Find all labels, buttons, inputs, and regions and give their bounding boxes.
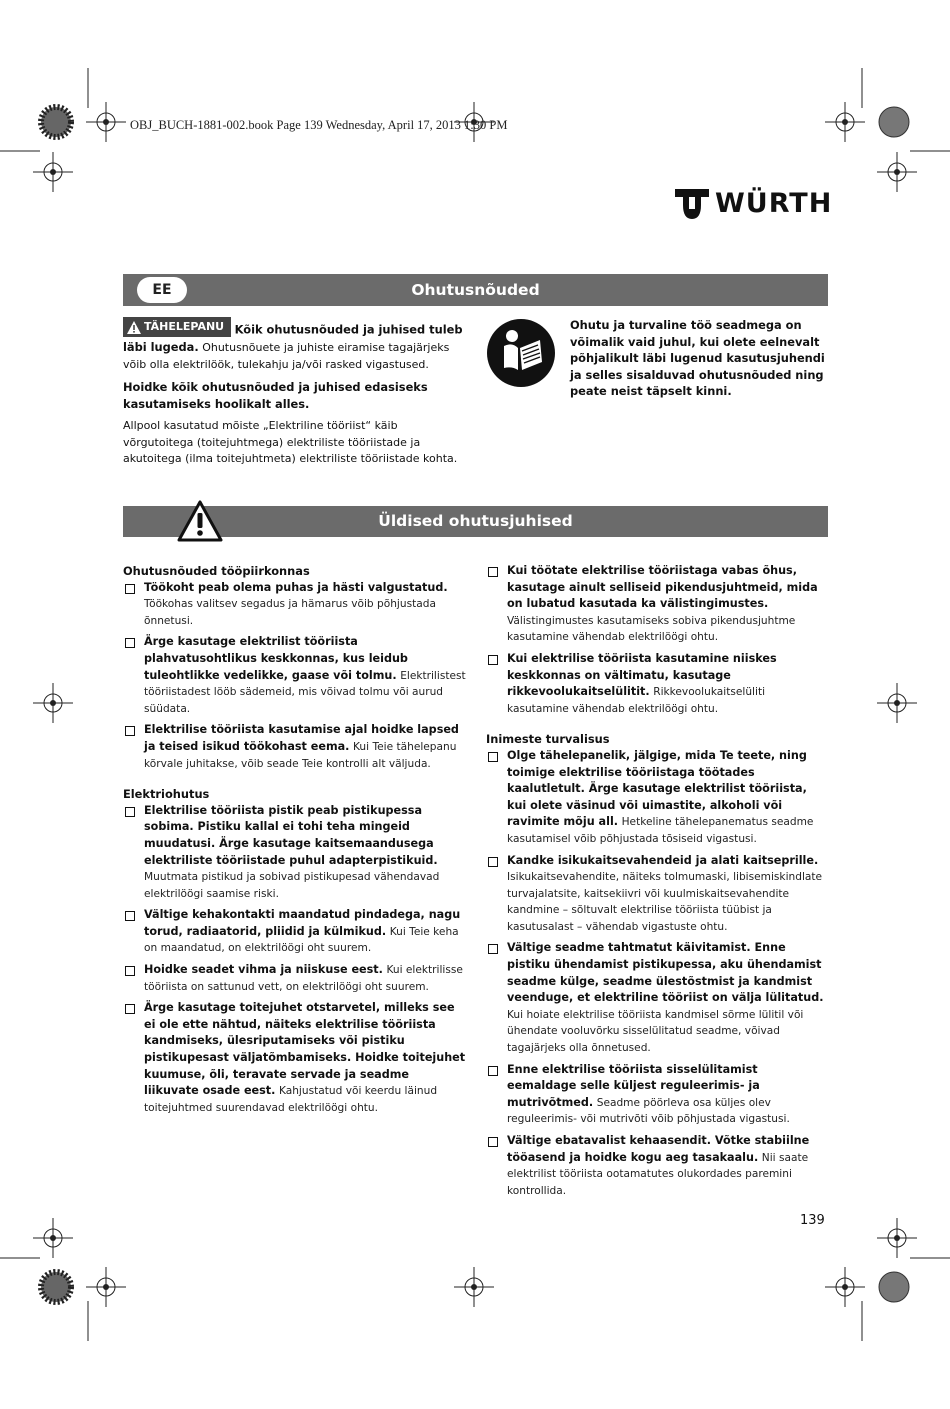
list-item: Vältige seadme tahtmatut käivitamist. Enne pistiku ühendamist pistikupessa, aku ühendamist seadme külge, seadme ülestõstmist ja kandmist veenduge, et elektriline tööriist on välja lülitatud. Kui hoiate elektrilise tööriista kandmisel sõrme lülitil või ühendate vooluvõrku sisselülitatud seadme, võivad tagajärjeks olla õnnetused. [486,940,829,1056]
list-item: Vältige ebatavalist kehaasendit. Võtke stabiilne tööasend ja hoidke kogu aeg tasakaalu. Nii saate elektrilist tööriista ootamatutes olukordades paremini kontrollida. [486,1133,829,1199]
left-column [123,563,466,1121]
keep-instructions: Hoidke kõik ohutusnõuded ja juhised edasiseks kasutamiseks hoolikalt alles. [123,380,428,411]
reader-safety-text: Ohutu ja turvaline töö seadmega on võimalik vaid juhul, kui olete eelnevalt põhjalikult läbi lugenud kasutusjuhendi ja selles sisalduvad ohutusnõuded ning peate neist täpselt kinni. [570,318,825,399]
language-badge: EE [137,277,187,303]
page-number: 139 [800,1213,825,1228]
section-title: Ohutusnõuded [411,281,540,299]
personal-safety-list [486,748,829,1199]
list-item: Vältige kehakontakti maandatud pindadega, nagu torud, radiaatorid, pliidid ja külmikud. Kui Teie keha on maandatud, on elektrilöögi oht suurem. [123,907,466,957]
list-item: Elektrilise tööriista kasutamise ajal hoidke lapsed ja teised isikud töökohast eema. Kui Teie tähelepanu kõrvale juhitakse, võib seade Teie kontrolli alt väljuda. [123,722,466,772]
list-item: Olge tähelepanelik, jälgige, mida Te teete, ning toimige elektrilise tööriistaga töötades kaalutletult. Ärge kasutage elektrilist tööriista, kui olete väsinud või uimastite, alkoholi või ravimite mõju all. Hetkeline tähelepanematus seadme kasutamisel võib põhjustada tõsiseid vigastusi. [486,748,829,848]
wurth-logo-icon [675,189,709,219]
warning-badge [123,317,231,337]
right-column [486,563,829,1204]
read-manual-icon [486,318,556,388]
intro-bold: Kõik ohutusnõuded ja juhised tuleb läbi lugeda. [123,322,463,354]
list-item: Ärge kasutage toitejuhet otstarvetel, milleks see ei ole ette nähtud, näiteks elektrilise tööriista kandmiseks, ülesriputamiseks või pistiku pistikupesast väljatõmbamiseks. Hoidke toitejuhet kuumuse, õli, teravate servade ja seadme liikuvate osade eest. Kahjustatud või keerdu läinud toitejuhtmed suurendavad elektrilöögi ohtu. [123,1000,466,1116]
logo-text: WÜRTH [715,188,833,219]
list-item: Kui töötate elektrilise tööriistaga vabas õhus, kasutage ainult selliseid pikendusjuhtmeid, mida on lubatud kasutada ka välistingimustes. Välistingimustes kasutamiseks sobiva pikendusjuhtme kasutamine vähendab elektrilöögi ohtu. [486,563,829,646]
electric-list [123,803,466,1117]
intro-block [123,317,463,474]
warning-label: TÄHELEPANU [144,319,225,333]
definition-text: Allpool kasutatud mõiste „Elektriline tööriist“ käib võrgutoitega (toitejuhtmega) elektriliste tööriistade ja akutoitega (ilma toitejuhtmeta) elektriliste tööriistade kohta. [123,419,458,465]
warning-triangle-icon [177,500,223,542]
list-item: Elektrilise tööriista pistik peab pistikupessa sobima. Pistiku kallal ei tohi teha mingeid muudatusi. Ärge kasutage kaitsemaandusega elektriliste tööriistade puhul adapterpistikuid. Muutmata pistikud ja sobivad pistikupesad vähendavad elektrilöögi saamise riski. [123,803,466,903]
section-title-general: Üldised ohutusjuhised [378,512,573,530]
workplace-heading: Ohutusnõuded tööpiirkonnas [123,564,310,578]
list-item: Hoidke seadet vihma ja niiskuse eest. Kui elektrilisse tööriista on sattunud vett, on elektrilöögi oht suurem. [123,962,466,995]
list-item: Enne elektrilise tööriista sisselülitamist eemaldage selle küljest reguleerimis- ja mutrivõtmed. Seadme pöörleva osa küljes olev reguleerimis- või mutrivõti võib põhjustada vigastusi. [486,1062,829,1128]
personal-safety-heading: Inimeste turvalisus [486,732,610,747]
wurth-logo [675,188,832,219]
section-title-bar [123,274,828,306]
list-item: Kui elektrilise tööriista kasutamine niiskes keskkonnas on vältimatu, kasutage rikkevoolukaitselülitit. Rikkevoolukaitselüliti kasutamine vähendab elektrilöögi ohtu. [486,651,829,717]
section-title-bar-general [123,506,828,537]
file-header-line: OBJ_BUCH-1881-002.book Page 139 Wednesday, April 17, 2013 1:30 PM [130,118,508,132]
electric-heading: Elektriohutus [123,787,210,802]
list-item: Kandke isikukaitsevahendeid ja alati kaitseprille. Isikukaitsevahendite, näiteks tolmumaski, libisemiskindlate turvajalatsite, kaitsekiivri või kuulmiskaitsevahendite kandmine – sõltuvalt elektrilise tööriista tüübist ja kasutusalast – vähendab vigastuste ohtu. [486,853,829,936]
electric-list-continued [486,563,829,717]
list-item: Töökoht peab olema puhas ja hästi valgustatud. Töökohas valitsev segadus ja hämarus võib põhjustada õnnetusi. [123,580,466,630]
warning-triangle-icon [127,321,141,334]
intro-normal: Ohutusnõuete ja juhiste eiramise tagajärjeks võib olla elektrilöök, tulekahju ja/või rasked vigastused. [123,341,450,371]
list-item: Ärge kasutage elektrilist tööriista plahvatusohtlikus keskkonnas, kus leidub tuleohtlikke vedelikke, gaase või tolmu. Elektrilistest tööriistadest lööb sädemeid, mis võivad tolmu või aurud süüdata. [123,634,466,717]
workplace-list [123,580,466,773]
